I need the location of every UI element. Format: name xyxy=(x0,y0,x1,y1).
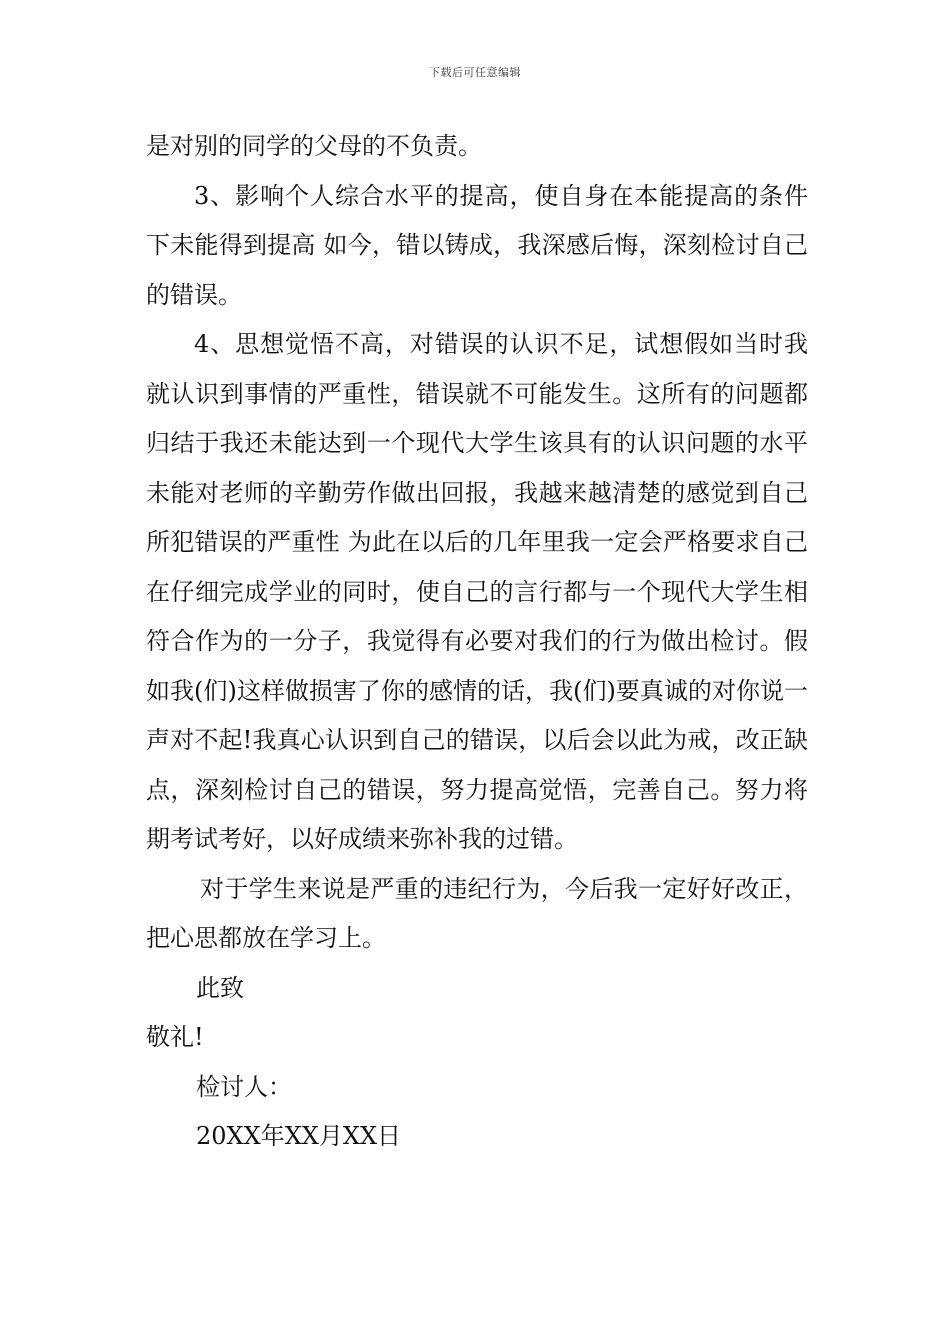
letter-body xyxy=(146,122,808,1162)
signature-date: 20XX年XX月XX日 xyxy=(196,1122,402,1150)
point-3-paragraph: 3、影响个人综合水平的提高，使自身在本能提高的条件下未能得到提高 如今，错以铸成，我深感后悔，深刻检讨自己的错误。 xyxy=(146,181,808,309)
point-4-paragraph: 4、思想觉悟不高，对错误的认识不足，试想假如当时我就认识到事情的严重性，错误就不可能发生。这所有的问题都归结于我还未能达到一个现代大学生该具有的认识问题的水平 未能对老师的辛勤劳作做出回报，我越来越清楚的感觉到自己所犯错误的严重性 为此在以后的几年里我一定会严格要求自己 在仔细完成学业的同时，使自己的言行都与一个现代大学生相符合作为的一分子，我觉得有必要对我们的行为做出检讨。假如我(们)这样做损害了你的感情的话，我(们)要真诚的对你说一声对不起!我真心认识到自己的错误，以后会以此为戒，改正缺点，深刻检讨自己的错误，努力提高觉悟，完善自己。努力将期考试考好，以好成绩来弥补我的过错。 xyxy=(146,330,808,853)
intro-line: 是对别的同学的父母的不负责。 xyxy=(146,132,482,160)
salutation-jing-li: 敬礼! xyxy=(146,1023,204,1051)
page-header-note: 下载后可任意编辑 xyxy=(429,66,521,79)
salutation-ci-zhi: 此致 xyxy=(196,973,244,1002)
closing-paragraph: 对于学生来说是严重的违纪行为，今后我一定好好改正，把心思都放在学习上。 xyxy=(146,874,808,952)
signer-label: 检讨人： xyxy=(196,1072,292,1101)
